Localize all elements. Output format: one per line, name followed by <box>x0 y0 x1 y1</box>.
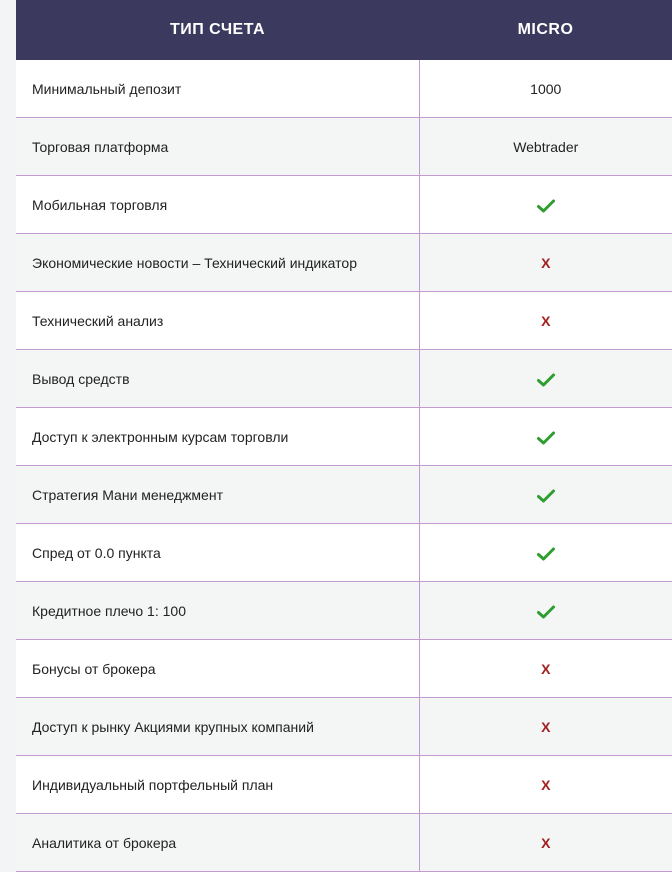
cross-icon: X <box>419 234 672 292</box>
table-body <box>16 60 672 872</box>
cross-icon: X <box>419 698 672 756</box>
row-label: Индивидуальный портфельный план <box>16 756 419 814</box>
table-header-row <box>16 0 672 60</box>
table-row <box>16 60 672 118</box>
table-row <box>16 582 672 640</box>
table-row <box>16 118 672 176</box>
account-type-table <box>16 0 672 872</box>
cross-icon: X <box>419 640 672 698</box>
check-icon <box>537 605 555 619</box>
row-value: Webtrader <box>419 118 672 176</box>
table-row <box>16 350 672 408</box>
cross-icon: X <box>419 814 672 872</box>
row-label: Минимальный депозит <box>16 60 419 118</box>
row-label: Бонусы от брокера <box>16 640 419 698</box>
row-label: Экономические новости – Технический индикатор <box>16 234 419 292</box>
row-value <box>419 350 672 408</box>
row-label: Мобильная торговля <box>16 176 419 234</box>
check-icon <box>537 489 555 503</box>
row-label: Технический анализ <box>16 292 419 350</box>
check-icon <box>537 547 555 561</box>
check-icon <box>537 431 555 445</box>
header-account-type: ТИП СЧЕТА <box>16 0 419 60</box>
row-label: Доступ к рынку Акциями крупных компаний <box>16 698 419 756</box>
cross-icon: X <box>419 292 672 350</box>
row-value: 1000 <box>419 60 672 118</box>
table-row <box>16 176 672 234</box>
check-icon <box>537 373 555 387</box>
table-row <box>16 292 672 350</box>
table-row <box>16 234 672 292</box>
table-row <box>16 814 672 872</box>
row-value <box>419 466 672 524</box>
table-row <box>16 698 672 756</box>
cross-icon: X <box>419 756 672 814</box>
row-label: Стратегия Мани менеджмент <box>16 466 419 524</box>
table-row <box>16 640 672 698</box>
row-label: Торговая платформа <box>16 118 419 176</box>
table-row <box>16 756 672 814</box>
row-value <box>419 408 672 466</box>
table-row <box>16 408 672 466</box>
table-row <box>16 466 672 524</box>
row-label: Спред от 0.0 пункта <box>16 524 419 582</box>
comparison-table-container <box>16 0 672 872</box>
row-label: Доступ к электронным курсам торговли <box>16 408 419 466</box>
header-micro: MICRO <box>419 0 672 60</box>
row-label: Вывод средств <box>16 350 419 408</box>
row-value <box>419 582 672 640</box>
check-icon <box>537 199 555 213</box>
table-row <box>16 524 672 582</box>
row-label: Аналитика от брокера <box>16 814 419 872</box>
row-value <box>419 524 672 582</box>
row-label: Кредитное плечо 1: 100 <box>16 582 419 640</box>
row-value <box>419 176 672 234</box>
